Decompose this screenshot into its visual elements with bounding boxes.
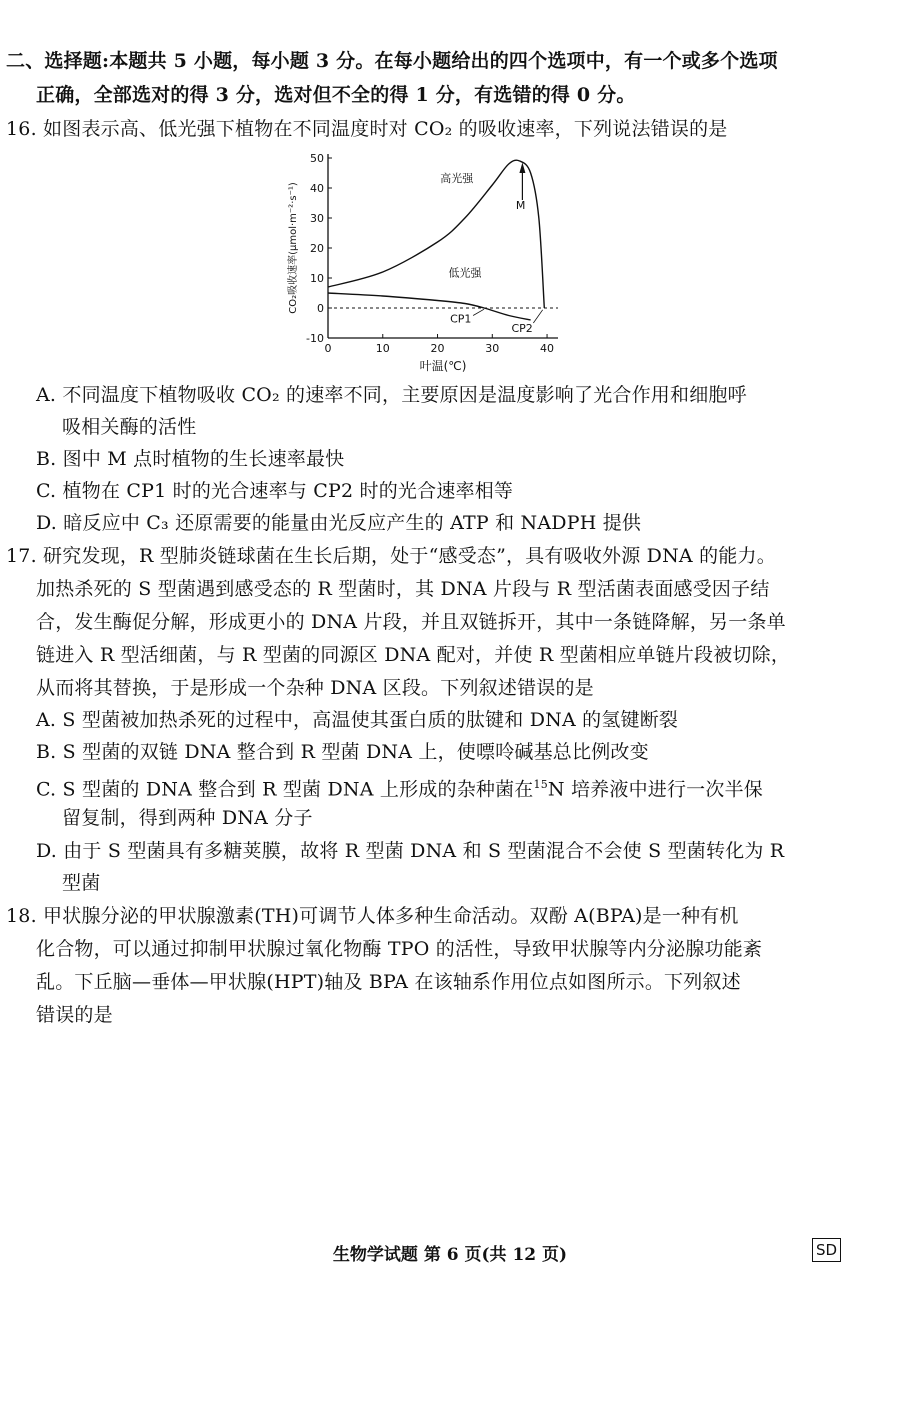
sd-badge: SD: [812, 1238, 841, 1262]
q18-line2: 化合物，可以通过抑制甲状腺过氧化物酶 TPO 的活性，导致甲状腺等内分泌腺功能紊: [36, 938, 763, 960]
co2-absorption-chart: [276, 148, 566, 374]
q17-option-d-line2: 型菌: [62, 872, 101, 894]
q18-line3: 乱。下丘脑—垂体—甲状腺(HPT)轴及 BPA 在该轴系作用位点如图所示。下列叙述: [36, 971, 741, 993]
page-footer: 生物学试题 第 6 页(共 12 页): [332, 1245, 568, 1265]
y-tick-label: 0: [317, 302, 324, 315]
q16-stem: 16. 如图表示高、低光强下植物在不同温度时对 CO₂ 的吸收速率，下列说法错误的是: [6, 118, 728, 140]
series-line-low-light: [328, 293, 531, 320]
x-axis-label: 叶温(℃): [419, 359, 467, 373]
q17-option-d-line1: D. 由于 S 型菌具有多糖荚膜，故将 R 型菌 DNA 和 S 型菌混合不会使 S 型菌转化为 R: [36, 840, 785, 862]
series-line-high-light: [328, 160, 544, 308]
q17-option-a: A. S 型菌被加热杀死的过程中，高温使其蛋白质的肽键和 DNA 的氢键断裂: [36, 709, 679, 731]
y-tick-label: -10: [306, 332, 324, 345]
y-tick-label: 50: [310, 152, 324, 165]
y-tick-label: 30: [310, 212, 324, 225]
q17-line2: 加热杀死的 S 型菌遇到感受态的 R 型菌时，其 DNA 片段与 R 型活菌表面感受因子结: [36, 578, 770, 600]
q17-option-c-superscript: 15: [533, 778, 548, 791]
q18-line1: 18. 甲状腺分泌的甲状腺激素(TH)可调节人体多种生命活动。双酚 A(BPA)是一种有机: [6, 905, 739, 927]
section-heading-line1: 二、选择题:本题共 5 小题，每小题 3 分。在每小题给出的四个选项中，有一个或多个选项: [6, 50, 778, 72]
x-tick-label: 40: [540, 342, 555, 355]
q17-line3: 合，发生酶促分解，形成更小的 DNA 片段，并且双链拆开，其中一条链降解，另一条单: [36, 611, 786, 633]
q18-line4: 错误的是: [36, 1004, 113, 1026]
q16-option-b: B. 图中 M 点时植物的生长速率最快: [36, 448, 345, 470]
q17-option-b: B. S 型菌的双链 DNA 整合到 R 型菌 DNA 上，使嘌呤碱基总比例改变: [36, 741, 649, 763]
annotation-cp2: CP2: [511, 322, 533, 335]
x-tick-label: 10: [375, 342, 390, 355]
chart-plot-area: [286, 152, 558, 373]
q17-line4: 链进入 R 型活细菌，与 R 型菌的同源区 DNA 配对，并使 R 型菌相应单链片段被切除，: [36, 644, 791, 666]
q17-line5: 从而将其替换，于是形成一个杂种 DNA 区段。下列叙述错误的是: [36, 677, 594, 699]
series-label-low-light: 低光强: [448, 266, 482, 280]
q16-option-a-line1: A. 不同温度下植物吸收 CO₂ 的速率不同，主要原因是温度影响了光合作用和细胞呼: [36, 384, 747, 406]
q17-option-c-pre: C. S 型菌的 DNA 整合到 R 型菌 DNA 上形成的杂种菌在: [36, 778, 534, 801]
cp1-pointer: [473, 309, 484, 315]
x-tick-label: 30: [485, 342, 500, 355]
section-heading-line2: 正确，全部选对的得 3 分，选对但不全的得 1 分，有选错的得 0 分。: [36, 84, 636, 106]
annotation-cp1: CP1: [450, 312, 472, 326]
cp2-pointer: [533, 310, 542, 323]
y-tick-label: 40: [310, 182, 324, 195]
q17-line1: 17. 研究发现，R 型肺炎链球菌在生长后期，处于“感受态”，具有吸收外源 DNA 的能力。: [6, 545, 776, 567]
q16-option-d: D. 暗反应中 C₃ 还原需要的能量由光反应产生的 ATP 和 NADPH 提供: [36, 512, 642, 534]
q17-option-c-line2: 留复制，得到两种 DNA 分子: [62, 807, 313, 829]
q17-option-c-post: N 培养液中进行一次半保: [547, 778, 763, 801]
y-axis-label: CO₂吸收速率(μmol·m⁻²·s⁻¹): [288, 182, 299, 314]
y-tick-label: 20: [310, 242, 324, 255]
x-tick-label: 0: [324, 342, 332, 355]
y-tick-label: 10: [310, 272, 324, 285]
q16-option-a-line2: 吸相关酶的活性: [62, 416, 197, 438]
q17-option-c-line1: [36, 772, 763, 802]
x-tick-label: 20: [430, 342, 445, 355]
q16-option-c: C. 植物在 CP1 时的光合速率与 CP2 时的光合速率相等: [36, 480, 514, 502]
annotation-m: M: [515, 199, 526, 212]
series-label-high-light: 高光强: [440, 172, 474, 185]
